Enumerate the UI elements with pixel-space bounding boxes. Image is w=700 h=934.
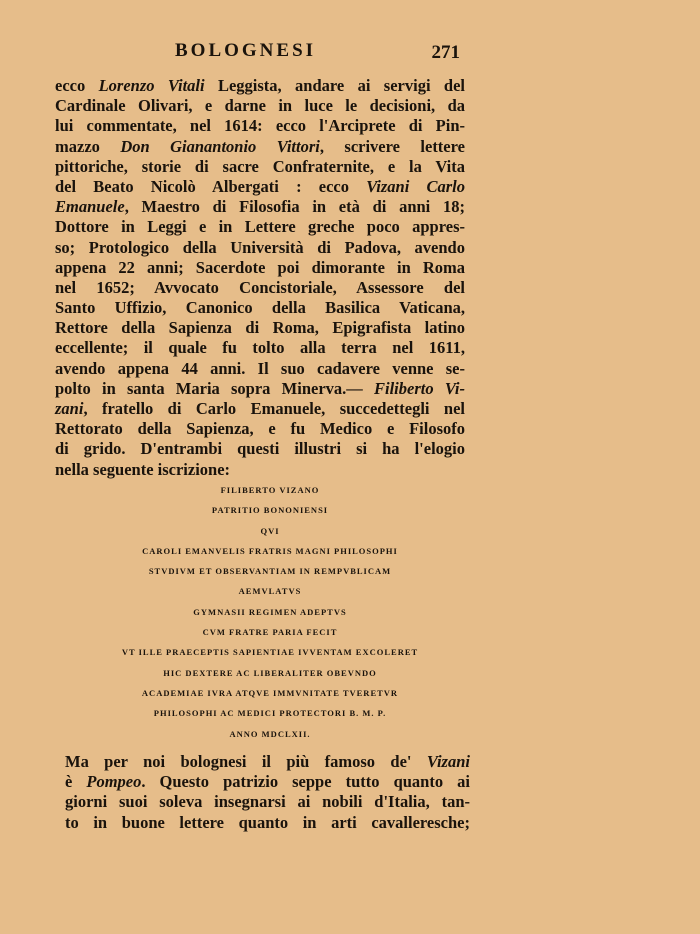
text-segment: pittoriche, storie di sacre Confraternite, e la Vita <box>55 156 465 176</box>
text-segment: del Beato Nicolò Albergati : ecco <box>55 176 367 196</box>
epitaph-line: ANNO MDCLXII. <box>229 728 311 739</box>
epitaph-inscription <box>60 480 480 744</box>
epitaph-line: CVM FRATRE PARIA FECIT <box>202 627 338 638</box>
text-segment: avendo appena 44 anni. Il suo cadavere venne se- <box>55 358 465 378</box>
text-segment: , scrivere lettere <box>319 136 465 156</box>
text-segment: . Questo patrizio seppe tutto quanto ai <box>141 772 470 792</box>
text-line <box>55 338 465 358</box>
text-segment: Dottore in Leggi e in Lettere greche poco appres- <box>55 217 465 237</box>
text-line <box>55 359 465 379</box>
text-segment: Ma per noi bolognesi il più famoso de' <box>65 752 427 771</box>
text-segment: Leggista, andare ai servigi del <box>204 76 465 95</box>
text-line <box>55 137 465 157</box>
epitaph-line: CAROLI EMANVELIS FRATRIS MAGNI PHILOSOPHI <box>142 545 398 556</box>
epitaph-line: ACADEMIAE IVRA ATQVE IMMVNITATE TVERETVR <box>141 687 399 698</box>
text-segment: nel 1652; Avvocato Concistoriale, Assessore del <box>55 277 465 297</box>
epitaph-line: PHILOSOPHI AC MEDICI PROTECTORI B. M. P. <box>153 708 387 719</box>
text-line <box>55 76 465 96</box>
epitaph-line: FILIBERTO VIZANO <box>220 485 320 495</box>
text-line <box>65 752 470 772</box>
text-line <box>55 258 465 278</box>
italic-text: Vizani <box>426 752 470 771</box>
page-header <box>55 40 460 66</box>
epitaph-line: GYMNASII REGIMEN ADEPTVS <box>193 606 347 617</box>
page-number: 271 <box>431 42 460 63</box>
text-segment: polto in santa Maria sopra Minerva.— <box>55 378 374 398</box>
text-segment: appena 22 anni; Sacerdote poi dimorante in Roma <box>55 257 465 277</box>
epitaph-line: STVDIVM ET OBSERVANTIAM IN REMPVBLICAM <box>148 566 392 577</box>
text-segment: Rettore della Sapienza di Roma, Epigrafista latino <box>55 318 465 338</box>
epitaph-line: HIC DEXTERE AC LIBERALITER OBEVNDO <box>163 667 377 678</box>
text-line <box>55 217 465 237</box>
text-segment: Cardinale Olivari, e darne in luce le decisioni, da <box>55 96 465 116</box>
text-line <box>55 379 465 399</box>
text-line <box>55 238 465 258</box>
body-paragraph-2 <box>65 752 470 833</box>
text-segment: Rettorato della Sapienza, e fu Medico e Filosofo <box>55 419 465 439</box>
text-segment: , fratello di Carlo Emanuele, succedettegli nel <box>83 399 465 418</box>
text-segment: di grido. D'entrambi questi illustri si ha l'elogio <box>55 439 465 459</box>
text-segment: lui commentate, nel 1614: ecco l'Arciprete di Pin- <box>55 116 465 136</box>
text-line <box>55 419 465 439</box>
text-line <box>65 813 470 833</box>
italic-text: zani <box>55 399 84 418</box>
italic-text: Pompeo <box>86 772 142 792</box>
text-segment: nella seguente iscrizione: <box>55 459 231 479</box>
text-line <box>55 197 465 217</box>
epitaph-line: PATRITIO BONONIENSI <box>211 505 329 516</box>
italic-text: Filiberto Vi- <box>374 378 465 398</box>
text-line <box>55 96 465 116</box>
text-line <box>65 772 470 792</box>
text-segment: Santo Uffizio, Canonico della Basilica Vaticana, <box>55 298 465 318</box>
text-segment: giorni suoi soleva insegnarsi ai nobili d'Italia, tan- <box>65 792 470 812</box>
italic-text: Emanuele <box>55 197 125 217</box>
body-paragraph-1 <box>55 76 465 480</box>
text-line <box>65 792 470 812</box>
text-line <box>55 399 465 419</box>
text-segment: mazzo <box>55 136 121 156</box>
epitaph-line: QVI <box>260 525 280 536</box>
text-line <box>55 298 465 318</box>
epitaph-line: VT ILLE PRAECEPTIS SAPIENTIAE IVVENTAM EXCOLERET <box>121 647 419 658</box>
text-line <box>55 278 465 298</box>
text-segment: ecco <box>55 76 99 95</box>
text-line <box>55 177 465 197</box>
text-segment: to in buone lettere quanto in arti cavalleresche; <box>65 812 470 832</box>
running-head: BOLOGNESI <box>175 40 317 61</box>
italic-text: Vizani Carlo <box>366 176 466 196</box>
italic-text: Lorenzo Vitali <box>98 76 205 95</box>
italic-text: Don Gianantonio Vittori <box>120 136 320 156</box>
text-line <box>55 318 465 338</box>
text-segment: eccellente; il quale fu tolto alla terra nel 1611, <box>55 338 465 358</box>
text-segment: è <box>65 772 87 792</box>
text-line <box>55 116 465 136</box>
text-segment: , Maestro di Filosofia in età di anni 18; <box>124 197 465 217</box>
text-line <box>55 439 465 459</box>
text-segment: so; Protologico della Università di Padova, avendo <box>55 237 465 257</box>
epitaph-line: AEMVLATVS <box>238 586 302 597</box>
text-line <box>55 157 465 177</box>
text-line <box>55 460 465 480</box>
